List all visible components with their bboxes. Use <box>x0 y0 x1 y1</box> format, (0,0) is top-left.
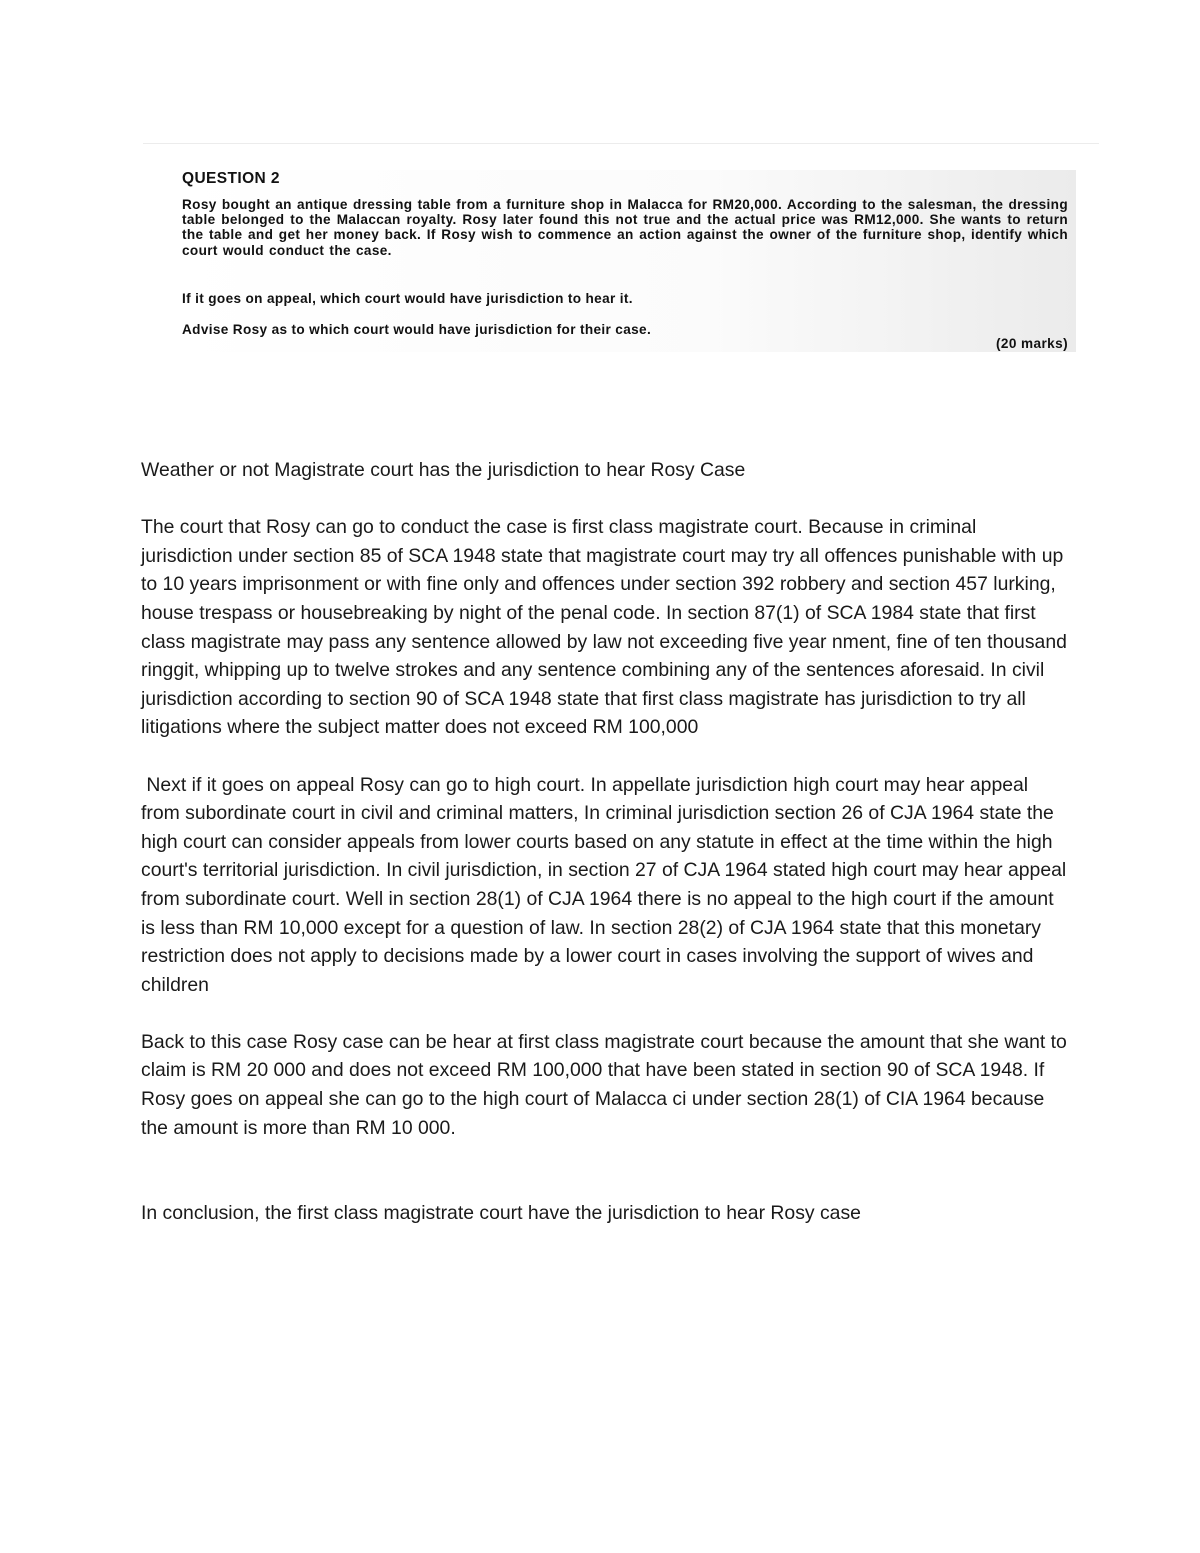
question-advise-line: Advise Rosy as to which court would have jurisdiction for their case. <box>182 322 652 337</box>
answer-paragraph-3: Back to this case Rosy case can be hear at first class magistrate court because the amount that she want to claim is RM 20 000 and does not exceed RM 100,000 that have been stated in section 90 of SCA 1948. If Rosy goes on appeal she can go to the high court of Malacca ci under section 28(1) of CIA 1964 because the amount is more than RM 10 000. <box>141 1030 1067 1139</box>
answer-paragraph-1: The court that Rosy can go to conduct the case is first class magistrate court. Because in criminal jurisdiction under section 85 of SCA 1948 state that magistrate court may try all offences punishable with up to 10 years imprisonment or with fine only and offences under section 392 robbery and section 457 lurking, house trespass or housebreaking by night of the penal code. In section 87(1) of SCA 1984 state that first class magistrate may pass any sentence allowed by law not exceeding five year nment, fine of ten thousand ringgit, whipping up to twelve strokes and any sentence combining any of the sentences aforesaid. In civil jurisdiction according to section 90 of SCA 1948 state that first class magistrate has jurisdiction to try all litigations where the subject matter does not exceed RM 100,000 <box>141 516 1067 739</box>
page-divider <box>143 143 1099 144</box>
question-marks: (20 marks) <box>995 336 1068 351</box>
answer-paragraph-2: Next if it goes on appeal Rosy can go to high court. In appellate jurisdiction high court may hear appeal from subordinate court in civil and criminal matters, In criminal jurisdiction section 26 of CJA 1964 state the high court can consider appeals from lower courts based on any statute in effect at the time within the high court's territorial jurisdiction. In civil jurisdiction, in section 27 of CJA 1964 stated high court may hear appeal from subordinate court. Well in section 28(1) of CJA 1964 there is no appeal to the high court if the amount is less than RM 10,000 except for a question of law. In section 28(2) of CJA 1964 state that this monetary restriction does not apply to decisions made by a lower court in cases involving the support of wives and children <box>141 773 1072 996</box>
question-heading: QUESTION 2 <box>182 170 280 187</box>
answer-conclusion: In conclusion, the first class magistrate court have the jurisdiction to hear Rosy case <box>141 1202 861 1225</box>
answer-title: Weather or not Magistrate court has the jurisdiction to hear Rosy Case <box>141 459 746 481</box>
question-image <box>170 170 1076 352</box>
question-appeal-line: If it goes on appeal, which court would have jurisdiction to hear it. <box>182 291 633 306</box>
question-body: Rosy bought an antique dressing table from a furniture shop in Malacca for RM20,000. According to the salesman, the dressing table belonged to the Malaccan royalty. Rosy later found this not true and the actual price was RM12,000. She wants to return the table and get her money back. If Rosy wish to commence an action against the owner of the furniture shop, identify which court would conduct the case. <box>182 197 1068 258</box>
answer-body <box>141 456 1071 1228</box>
